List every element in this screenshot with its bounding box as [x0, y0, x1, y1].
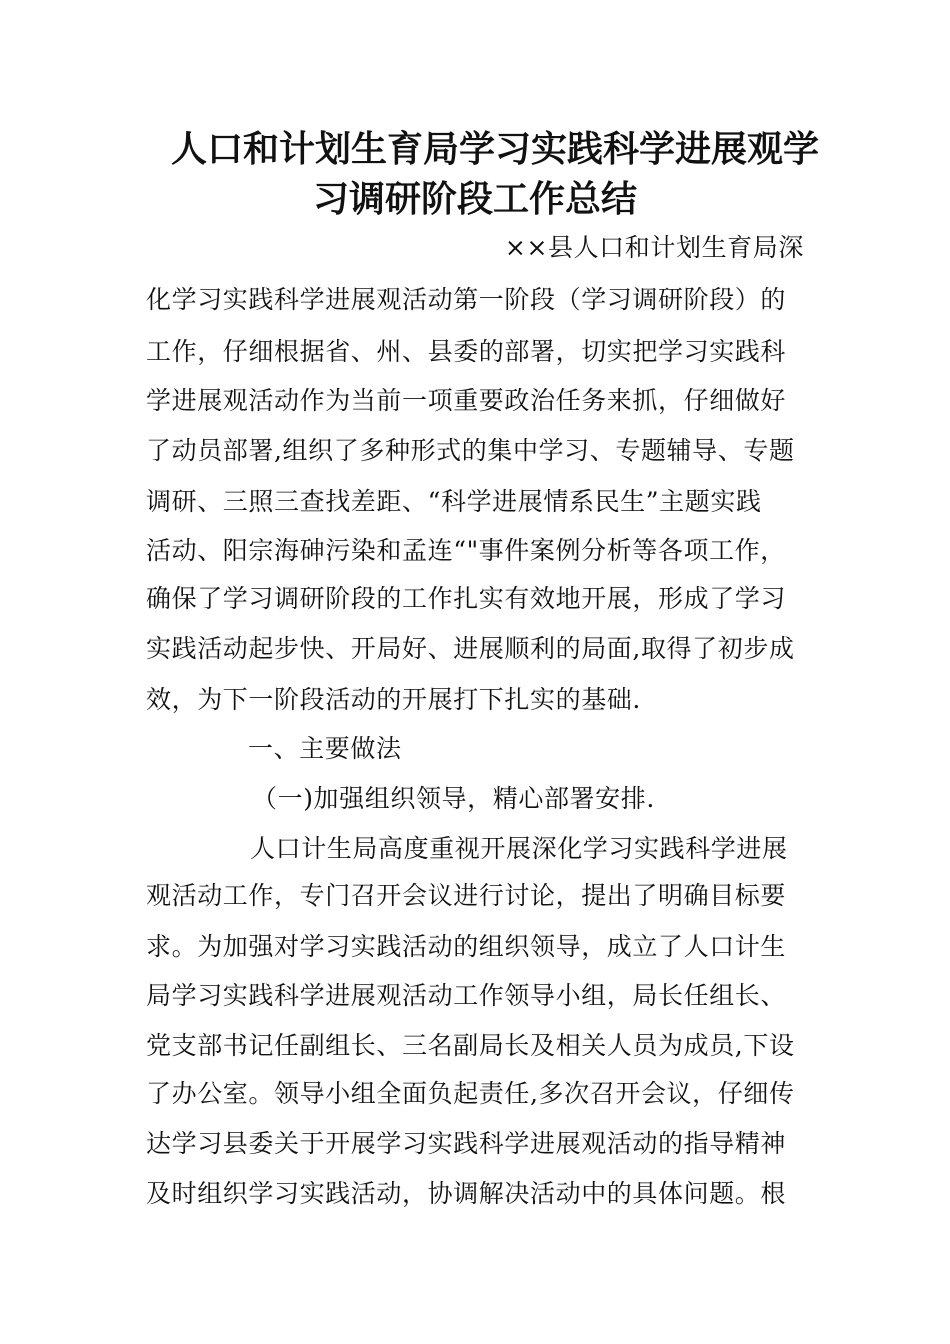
- document-title-line-2: 习调研阶段工作总结: [312, 179, 637, 220]
- body-line: 效，为下一阶段活动的开展打下扎实的基础.: [146, 685, 641, 714]
- body-line: 局学习实践科学进展观活动工作领导小组，局长任组长、: [146, 981, 787, 1010]
- subsection-heading: （一)加强组织领导，精心部署安排.: [252, 784, 655, 813]
- body-line: 活动、阳宗海砷污染和孟连“"事件案例分析等各项工作，: [146, 536, 786, 565]
- body-line: 实践活动起步快、开局好、进展顺利的局面,取得了初步成: [146, 634, 795, 663]
- author-line: ××县人口和计划生育局深: [504, 233, 804, 262]
- section-heading: 一、主要做法: [248, 734, 402, 763]
- body-line: 了办公室。领导小组全面负起责任,多次召开会议，仔细传: [146, 1079, 795, 1108]
- body-line: 化学习实践科学进展观活动第一阶段（学习调研阶段）的: [146, 285, 787, 314]
- body-line: 及时组织学习实践活动，协调解决活动中的具体问题。根: [146, 1179, 787, 1208]
- body-line: 确保了学习调研阶段的工作扎实有效地开展，形成了学习: [146, 584, 787, 613]
- body-line: 调研、三照三查找差距、“科学进展情系民生”主题实践: [146, 487, 762, 516]
- document-title-line-1: 人口和计划生育局学习实践科学进展观学: [170, 129, 819, 170]
- body-line: 观活动工作，专门召开会议进行讨论，提出了明确目标要: [146, 881, 787, 910]
- body-line: 求。为加强对学习实践活动的组织领导，成立了人口计生: [146, 932, 787, 961]
- body-line: 工作，仔细根据省、州、县委的部署，切实把学习实践科: [146, 337, 787, 366]
- body-line: 学进展观活动作为当前一项重要政治任务来抓，仔细做好: [146, 386, 787, 415]
- body-line: 了动员部署,组织了多种形式的集中学习、专题辅导、专题: [146, 436, 795, 465]
- body-line: 达学习县委关于开展学习实践科学进展观活动的指导精神: [146, 1129, 787, 1158]
- body-line: 人口计生局高度重视开展深化学习实践科学进展: [250, 834, 788, 863]
- body-line: 党支部书记任副组长、三名副局长及相关人员为成员,下设: [146, 1031, 795, 1060]
